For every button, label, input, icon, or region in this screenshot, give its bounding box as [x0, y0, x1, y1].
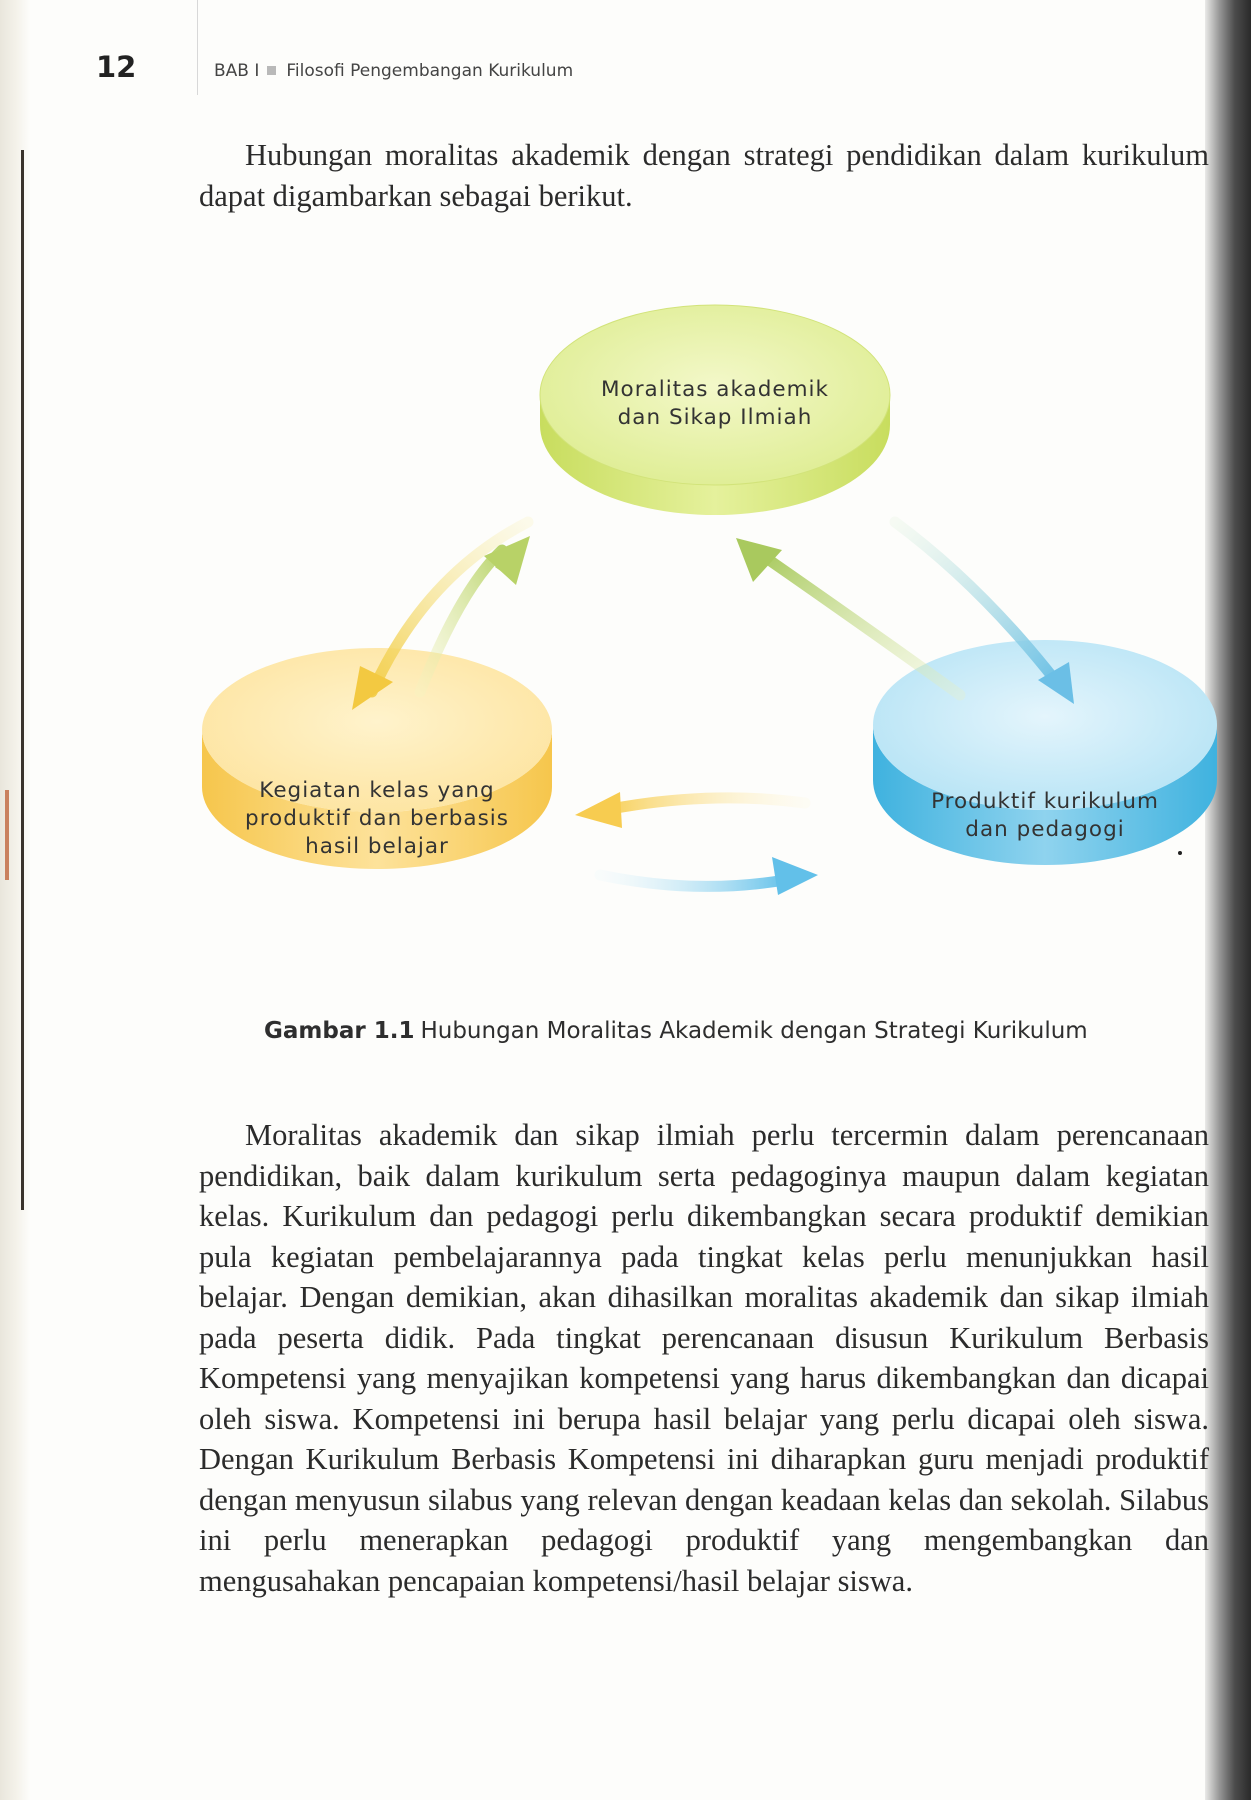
- chapter-title: Filosofi Pengembangan Kurikulum: [286, 61, 574, 81]
- node-right-line2: dan pedagogi: [965, 817, 1125, 842]
- page-binding-edge: [0, 0, 30, 1800]
- node-left-line2: produktif dan berbasis: [245, 806, 509, 831]
- running-head: [214, 61, 573, 81]
- intro-paragraph: [199, 135, 1209, 216]
- arrow-right-to-top: [736, 538, 960, 695]
- stray-dot: [1178, 851, 1182, 855]
- header-rule: [197, 0, 198, 95]
- node-top-line2: dan Sikap Ilmiah: [617, 405, 813, 430]
- node-left-line3: hasil belajar: [305, 834, 449, 859]
- relationship-diagram: [190, 300, 1230, 1000]
- intro-text: Hubungan moralitas akademik dengan strategi pendidikan dalam kurikulum dapat digambarkan sebagai berikut.: [199, 138, 1209, 213]
- bullet-square-icon: [267, 66, 276, 75]
- figure-caption: [264, 1018, 1088, 1044]
- node-right-line1: Produktif kurikulum: [931, 789, 1159, 814]
- figure-caption-text: Hubungan Moralitas Akademik dengan Strategi Kurikulum: [420, 1018, 1088, 1044]
- node-top-line1: Moralitas akademik: [601, 377, 829, 402]
- node-top-label: [570, 376, 860, 432]
- body-text: Moralitas akademik dan sikap ilmiah perlu tercermin dalam perencanaan pendidikan, baik dalam kurikulum serta pedagoginya maupun dalam kegiatan kelas. Kurikulum dan pedagogi perlu dikembangkan secara produktif demikian pula kegiatan pembelajarannya pada tingkat kelas perlu menunjukkan hasil belajar. Dengan demikian, akan dihasilkan moralitas akademik dan sikap ilmiah pada peserta didik. Pada tingkat perencanaan disusun Kurikulum Berbasis Kompetensi yang menyajikan kompetensi yang harus dikembangkan dan dicapai oleh siswa. Kompetensi ini berupa hasil belajar yang perlu dicapai oleh siswa. Dengan Kurikulum Berbasis Kompetensi ini diharapkan guru menjadi produktif dengan menyusun silabus yang relevan dengan keadaan kelas dan sekolah. Silabus ini perlu menerapkan pedagogi produktif yang mengembangkan dan mengusahakan pencapaian kompetensi/hasil belajar siswa.: [199, 1118, 1209, 1598]
- arrow-left-to-right: [600, 857, 818, 895]
- node-left-label: [217, 777, 537, 861]
- arrow-right-to-left: [575, 792, 805, 828]
- figure-caption-label: Gambar 1.1: [264, 1018, 415, 1044]
- binding-shadow-line: [21, 150, 24, 1210]
- node-left-line1: Kegiatan kelas yang: [259, 778, 495, 803]
- binding-color-mark: [5, 790, 9, 880]
- chapter-label: BAB I: [214, 61, 260, 81]
- body-paragraph: [199, 1115, 1209, 1601]
- node-right-label: [895, 788, 1195, 844]
- page-number: 12: [96, 50, 137, 84]
